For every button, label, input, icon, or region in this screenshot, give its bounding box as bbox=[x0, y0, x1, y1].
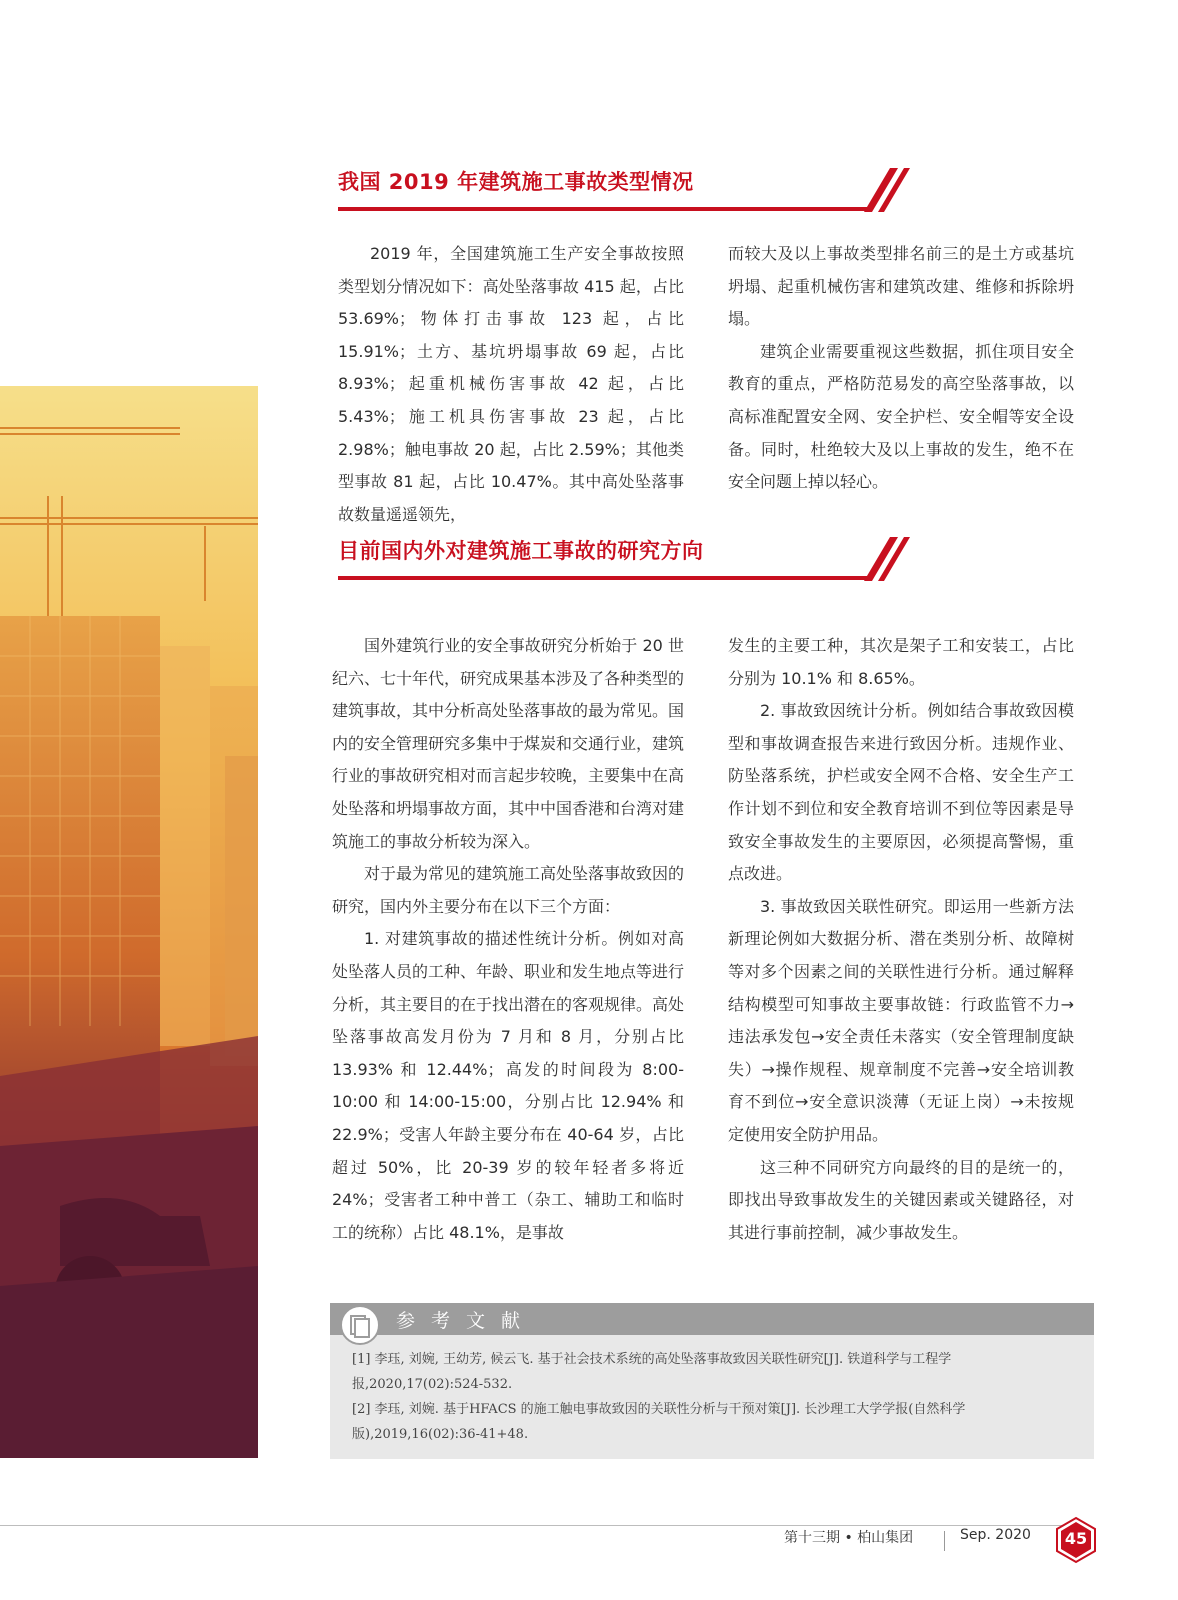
page-number: 45 bbox=[1064, 1529, 1088, 1548]
paragraph: 国外建筑行业的安全事故研究分析始于 20 世纪六、七十年代，研究成果基本涉及了各种类型的建筑事故，其中分析高处坠落事故的最为常见。国内的安全管理研究多集中于煤炭和交通行业，建筑行业的事故研究相对而言起步较晚，主要集中在高处坠落和坍塌事故方面，其中中国香港和台湾对建筑施工的事故分析较为深入。 bbox=[332, 636, 685, 851]
paragraph: 1. 对建筑事故的描述性统计分析。例如对高处坠落人员的工种、年龄、职业和发生地点等进行分析，其主要目的在于找出潜在的客观规律。高处坠落事故高发月份为 7 月和 8 月，分别占比 13.93% 和 12.44%；高发的时间段为 8:00-10:00 和 14:00-15:00，分别占比 12.94% 和 22.9%；受害人年龄主要分布在 40-64 岁，占比超过 50%，比 20-39 岁的较年轻者多将近 24%；受害者工种中普工（杂工、辅助工和临时工的统称）占比 48.1%，是事故 bbox=[332, 929, 685, 1242]
footer-rule bbox=[0, 1525, 1062, 1526]
footer-issue: 第十三期 • 柏山集团 bbox=[784, 1530, 914, 1546]
section-title-underline bbox=[338, 207, 868, 211]
section1-left-column bbox=[338, 238, 684, 531]
references-list bbox=[352, 1347, 1076, 1447]
section-title: 目前国内外对建筑施工事故的研究方向 bbox=[338, 539, 704, 563]
section-title: 我国 2019 年建筑施工事故类型情况 bbox=[338, 170, 694, 194]
paragraph: 对于最为常见的建筑施工高处坠落事故致因的研究，国内外主要分布在以下三个方面： bbox=[332, 864, 685, 916]
paragraph: 2019 年，全国建筑施工生产安全事故按照类型划分情况如下：高处坠落事故 415 起，占比 53.69%；物体打击事故 123 起，占比 15.91%；土方、基坑坍塌事故 69 起，占比 8.93%；起重机械伤害事故 42 起，占比 5.43%；施工机具伤害事故 23 起，占比 2.98%；触电事故 20 起，占比 2.59%；其他类型事故 81 起，占比 10.47%。其中高处坠落事故数量遥遥领先， bbox=[338, 244, 684, 524]
title-slash-decoration bbox=[850, 537, 910, 581]
section2-right-column bbox=[728, 630, 1074, 1249]
footer-date: Sep. 2020 bbox=[960, 1527, 1031, 1543]
book-icon bbox=[340, 1305, 380, 1345]
section1-right-column bbox=[728, 238, 1074, 499]
reference-item: [2] 李珏, 刘婉. 基于HFACS 的施工触电事故致因的关联性分析与干预对策[J]. 长沙理工大学学报(自然科学版),2019,16(02):36-41+48. bbox=[352, 1402, 966, 1442]
references-header bbox=[330, 1303, 1094, 1335]
section2-left-column bbox=[332, 630, 684, 1249]
title-slash-decoration bbox=[850, 168, 910, 212]
paragraph: 3. 事故致因关联性研究。即运用一些新方法新理论例如大数据分析、潜在类别分析、故障树等对多个因素之间的关联性进行分析。通过解释结构模型可知事故主要事故链：行政监管不力→违法承发包→安全责任未落实（安全管理制度缺失）→操作规程、规章制度不完善→安全培训教育不到位→安全意识淡薄（无证上岗）→未按规定使用安全防护用品。 bbox=[728, 896, 1074, 1144]
paragraph: 发生的主要工种，其次是架子工和安装工，占比分别为 10.1% 和 8.65%。 bbox=[728, 636, 1074, 688]
section-title-underline bbox=[338, 576, 868, 580]
references-heading: 参考文献 bbox=[396, 1310, 537, 1332]
paragraph: 这三种不同研究方向最终的目的是统一的，即找出导致事故发生的关键因素或关键路径，对其进行事前控制，减少事故发生。 bbox=[728, 1157, 1074, 1242]
paragraph: 建筑企业需要重视这些数据，抓住项目安全教育的重点，严格防范易发的高空坠落事故，以高标准配置安全网、安全护栏、安全帽等安全设备。同时，杜绝较大及以上事故的发生，绝不在安全问题上掉以轻心。 bbox=[728, 341, 1074, 492]
page-number-badge bbox=[1055, 1516, 1097, 1564]
paragraph: 而较大及以上事故类型排名前三的是土方或基坑坍塌、起重机械伤害和建筑改建、维修和拆除坍塌。 bbox=[728, 244, 1074, 329]
references-box bbox=[330, 1303, 1094, 1459]
reference-item: [1] 李珏, 刘婉, 王幼芳, 候云飞. 基于社会技术系统的高处坠落事故致因关联性研究[J]. 铁道科学与工程学报,2020,17(02):524-532. bbox=[352, 1352, 952, 1392]
construction-illustration bbox=[0, 386, 258, 1458]
paragraph: 2. 事故致因统计分析。例如结合事故致因模型和事故调查报告来进行致因分析。违规作业、防坠落系统，护栏或安全网不合格、安全生产工作计划不到位和安全教育培训不到位等因素是导致安全事故发生的主要原因，必须提高警惕，重点改进。 bbox=[728, 701, 1074, 884]
footer-separator bbox=[944, 1531, 945, 1551]
